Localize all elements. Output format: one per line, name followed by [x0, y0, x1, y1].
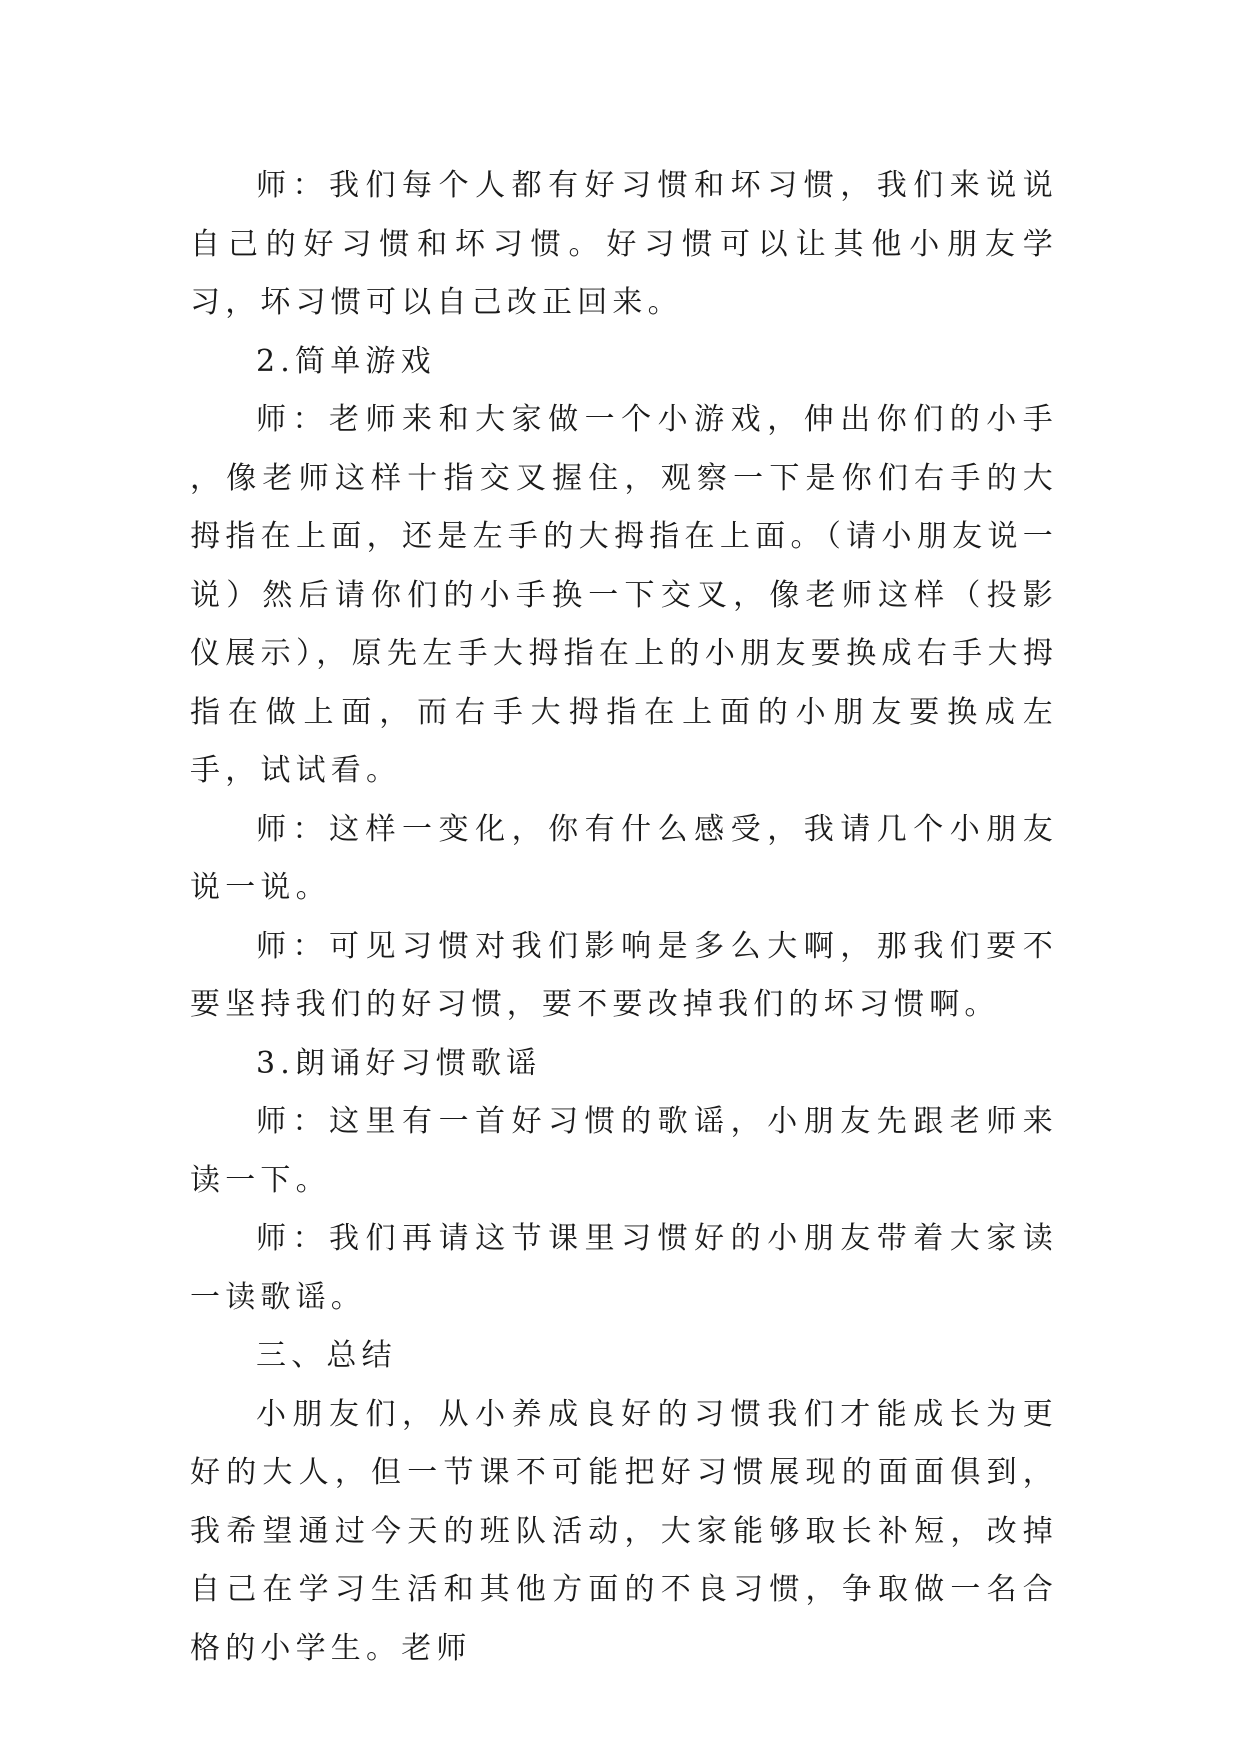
heading-recite-rhyme: 3.朗诵好习惯歌谣 — [256, 1045, 542, 1081]
paragraph-teacher-rhyme-read: 师：这里有一首好习惯的歌谣，小朋友先跟老师来读一下。 — [190, 1104, 1058, 1198]
heading-summary: 三、总结 — [256, 1338, 397, 1373]
paragraph-teacher-feeling-question: 师：这样一变化，你有什么感受，我请几个小朋友说一说。 — [190, 811, 1058, 905]
paragraph-summary: 小朋友们，从小养成良好的习惯我们才能成长为更好的大人，但一节课不可能把好习惯展现的面面俱到，我希望通过今天的班队活动，大家能够取长补短，改掉自己在学习生活和其他方面的不良习惯，争取做一名合格的小学生。老师 — [190, 1396, 1058, 1666]
paragraph-teacher-habits-intro: 师：我们每个人都有好习惯和坏习惯，我们来说说自己的好习惯和坏习惯。好习惯可以让其他小朋友学习，坏习惯可以自己改正回来。 — [190, 168, 1058, 320]
document-body — [190, 157, 1058, 1678]
paragraph-teacher-rhyme-lead: 师：我们再请这节课里习惯好的小朋友带着大家读一读歌谣。 — [190, 1221, 1058, 1315]
paragraph-teacher-game-instructions: 师：老师来和大家做一个小游戏，伸出你们的小手 ，像老师这样十指交叉握住，观察一下是你们右手的大拇指在上面，还是左手的大拇指在上面。（请小朋友说一说）然后请你们的小手换一下交叉，像老师这样（投影仪展示），原先左手大拇指在上的小朋友要换成右手大拇指在做上面，而右手大拇指在上面的小朋友要换成左手，试试看。 — [190, 402, 1058, 788]
paragraph-teacher-habit-influence: 师：可见习惯对我们影响是多么大啊，那我们要不要坚持我们的好习惯，要不要改掉我们的坏习惯啊。 — [190, 928, 1058, 1022]
heading-simple-game: 2.简单游戏 — [256, 343, 436, 379]
